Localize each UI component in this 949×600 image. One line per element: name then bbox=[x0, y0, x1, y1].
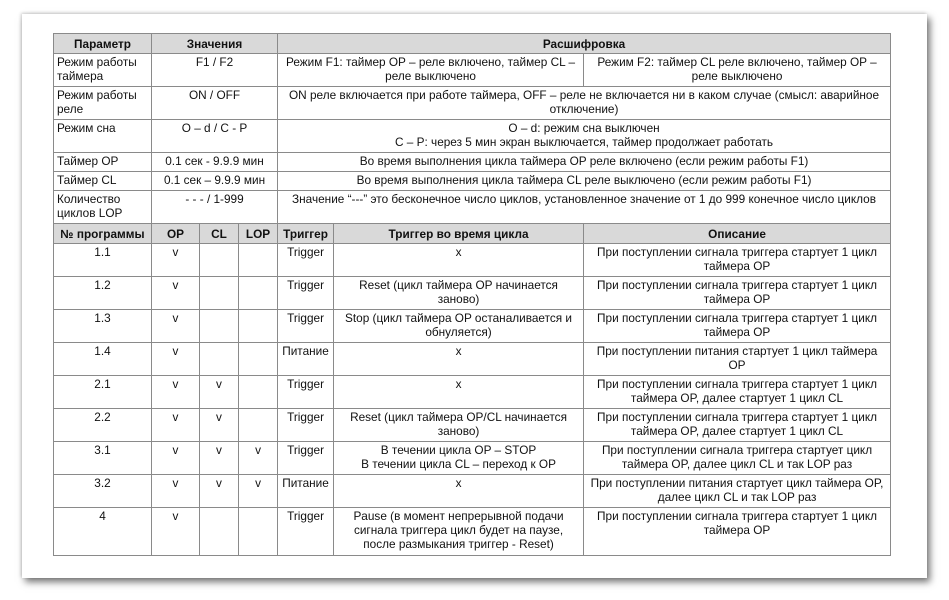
program-trigger: Trigger bbox=[278, 442, 334, 475]
program-row bbox=[54, 508, 891, 556]
program-row bbox=[54, 442, 891, 475]
param-desc: ON реле включается при работе таймера, OFF – реле не включается ни в каком случае (смысл: аварийное отключение) bbox=[278, 87, 891, 120]
param-name: Таймер CL bbox=[54, 172, 152, 191]
param-row-sleep-mode bbox=[54, 120, 891, 153]
program-op-mark: v bbox=[152, 376, 200, 409]
program-trigger: Trigger bbox=[278, 244, 334, 277]
program-lop-mark bbox=[239, 409, 278, 442]
param-desc-line: O – d: режим сна выключен bbox=[508, 121, 660, 135]
program-cl-mark bbox=[200, 310, 239, 343]
param-values: F1 / F2 bbox=[152, 54, 278, 87]
program-lop-mark bbox=[239, 376, 278, 409]
param-desc-f1: Режим F1: таймер OP – реле включено, таймер CL – реле выключено bbox=[278, 54, 584, 87]
param-desc bbox=[278, 120, 891, 153]
param-values: - - - / 1-999 bbox=[152, 191, 278, 224]
program-description: При поступлении сигнала триггера стартует 1 цикл таймера OP bbox=[584, 277, 891, 310]
program-description: При поступлении сигнала триггера стартует 1 цикл таймера OP, далее стартует 1 цикл CL bbox=[584, 409, 891, 442]
header-trigger-during-cycle: Триггер во время цикла bbox=[334, 224, 584, 244]
param-name: Режим работы реле bbox=[54, 87, 152, 120]
program-op-mark: v bbox=[152, 244, 200, 277]
program-number: 1.2 bbox=[54, 277, 152, 310]
program-trigger: Питание bbox=[278, 343, 334, 376]
param-row-timer-op bbox=[54, 153, 891, 172]
program-lop-mark bbox=[239, 277, 278, 310]
params-header-row bbox=[54, 34, 891, 54]
header-values: Значения bbox=[152, 34, 278, 54]
program-cl-mark: v bbox=[200, 442, 239, 475]
program-row bbox=[54, 343, 891, 376]
param-name: Режим сна bbox=[54, 120, 152, 153]
program-description: При поступлении сигнала триггера стартует цикл таймера OP, далее цикл CL и так LOP раз bbox=[584, 442, 891, 475]
program-number: 3.1 bbox=[54, 442, 152, 475]
program-description: При поступлении питания стартует 1 цикл таймера OP bbox=[584, 343, 891, 376]
program-lop-mark: v bbox=[239, 475, 278, 508]
program-op-mark: v bbox=[152, 508, 200, 556]
program-number: 4 bbox=[54, 508, 152, 556]
program-description: При поступлении сигнала триггера стартует 1 цикл таймера OP, далее стартует 1 цикл CL bbox=[584, 376, 891, 409]
program-trigger-during-cycle: x bbox=[334, 376, 584, 409]
program-cl-mark: v bbox=[200, 475, 239, 508]
program-op-mark: v bbox=[152, 343, 200, 376]
param-desc: Во время выполнения цикла таймера OP реле включено (если режим работы F1) bbox=[278, 153, 891, 172]
param-desc-line: C – P: через 5 мин экран выключается, таймер продолжает работать bbox=[394, 135, 774, 149]
program-trigger-during-cycle: Reset (цикл таймера OP начинается заново) bbox=[334, 277, 584, 310]
program-cl-mark bbox=[200, 508, 239, 556]
program-op-mark: v bbox=[152, 277, 200, 310]
program-trigger: Trigger bbox=[278, 409, 334, 442]
program-trigger: Trigger bbox=[278, 277, 334, 310]
program-cl-mark: v bbox=[200, 376, 239, 409]
program-number: 1.3 bbox=[54, 310, 152, 343]
param-name: Количество циклов LOP bbox=[54, 191, 152, 224]
header-op: OP bbox=[152, 224, 200, 244]
program-description: При поступлении сигнала триггера стартует 1 цикл таймера OP bbox=[584, 244, 891, 277]
program-row bbox=[54, 244, 891, 277]
program-number: 1.4 bbox=[54, 343, 152, 376]
program-trigger: Trigger bbox=[278, 376, 334, 409]
program-op-mark: v bbox=[152, 442, 200, 475]
header-param: Параметр bbox=[54, 34, 152, 54]
program-cl-mark: v bbox=[200, 409, 239, 442]
program-description: При поступлении питания стартует цикл таймера OP, далее цикл CL и так LOP раз bbox=[584, 475, 891, 508]
program-cl-mark bbox=[200, 343, 239, 376]
program-row bbox=[54, 475, 891, 508]
param-row-timer-cl bbox=[54, 172, 891, 191]
param-name: Режим работы таймера bbox=[54, 54, 152, 87]
program-number: 3.2 bbox=[54, 475, 152, 508]
program-trigger-during-cycle: x bbox=[334, 475, 584, 508]
param-row-timer-mode bbox=[54, 54, 891, 87]
program-description: При поступлении сигнала триггера стартует 1 цикл таймера OP bbox=[584, 310, 891, 343]
program-row bbox=[54, 409, 891, 442]
program-row bbox=[54, 310, 891, 343]
param-row-relay-mode bbox=[54, 87, 891, 120]
program-lop-mark bbox=[239, 343, 278, 376]
program-trigger-during-cycle: Reset (цикл таймера OP/CL начинается заново) bbox=[334, 409, 584, 442]
param-desc: Значение “---” это бесконечное число циклов, установленное значение от 1 до 999 конечное число циклов bbox=[278, 191, 891, 224]
document-page bbox=[22, 14, 927, 578]
program-trigger-during-line: В течении цикла OP – STOP bbox=[380, 443, 537, 457]
header-lop: LOP bbox=[239, 224, 278, 244]
program-description: При поступлении сигнала триггера стартует 1 цикл таймера OP bbox=[584, 508, 891, 556]
program-trigger: Trigger bbox=[278, 508, 334, 556]
timer-spec-table bbox=[53, 33, 891, 556]
program-cl-mark bbox=[200, 277, 239, 310]
param-values: ON / OFF bbox=[152, 87, 278, 120]
program-cl-mark bbox=[200, 244, 239, 277]
header-program-number: № программы bbox=[54, 224, 152, 244]
param-name: Таймер OP bbox=[54, 153, 152, 172]
header-decoding: Расшифровка bbox=[278, 34, 891, 54]
programs-header-row bbox=[54, 224, 891, 244]
program-row bbox=[54, 277, 891, 310]
header-trigger: Триггер bbox=[278, 224, 334, 244]
param-values: 0.1 сек – 9.9.9 мин bbox=[152, 172, 278, 191]
program-trigger: Trigger bbox=[278, 310, 334, 343]
program-trigger-during-cycle: Pause (в момент непрерывной подачи сигнала триггера цикл будет на паузе, после размыкания триггер - Reset) bbox=[334, 508, 584, 556]
param-values: 0.1 сек - 9.9.9 мин bbox=[152, 153, 278, 172]
program-lop-mark bbox=[239, 508, 278, 556]
program-trigger: Питание bbox=[278, 475, 334, 508]
program-trigger-during-cycle: Stop (цикл таймера OP останаливается и обнуляется) bbox=[334, 310, 584, 343]
program-op-mark: v bbox=[152, 409, 200, 442]
program-row bbox=[54, 376, 891, 409]
program-number: 1.1 bbox=[54, 244, 152, 277]
program-trigger-during-cycle: x bbox=[334, 343, 584, 376]
param-desc-f2: Режим F2: таймер CL реле включено, таймер OP – реле выключено bbox=[584, 54, 891, 87]
program-op-mark: v bbox=[152, 475, 200, 508]
param-desc: Во время выполнения цикла таймера CL реле выключено (если режим работы F1) bbox=[278, 172, 891, 191]
program-lop-mark: v bbox=[239, 442, 278, 475]
program-number: 2.2 bbox=[54, 409, 152, 442]
header-cl: CL bbox=[200, 224, 239, 244]
program-trigger-during-line: В течении цикла CL – переход к OP bbox=[361, 457, 556, 471]
param-values: O – d / C - P bbox=[152, 120, 278, 153]
program-number: 2.1 bbox=[54, 376, 152, 409]
param-row-lop-count bbox=[54, 191, 891, 224]
program-trigger-during-cycle: x bbox=[334, 244, 584, 277]
header-description: Описание bbox=[584, 224, 891, 244]
program-lop-mark bbox=[239, 310, 278, 343]
program-lop-mark bbox=[239, 244, 278, 277]
program-trigger-during-cycle bbox=[334, 442, 584, 475]
program-op-mark: v bbox=[152, 310, 200, 343]
